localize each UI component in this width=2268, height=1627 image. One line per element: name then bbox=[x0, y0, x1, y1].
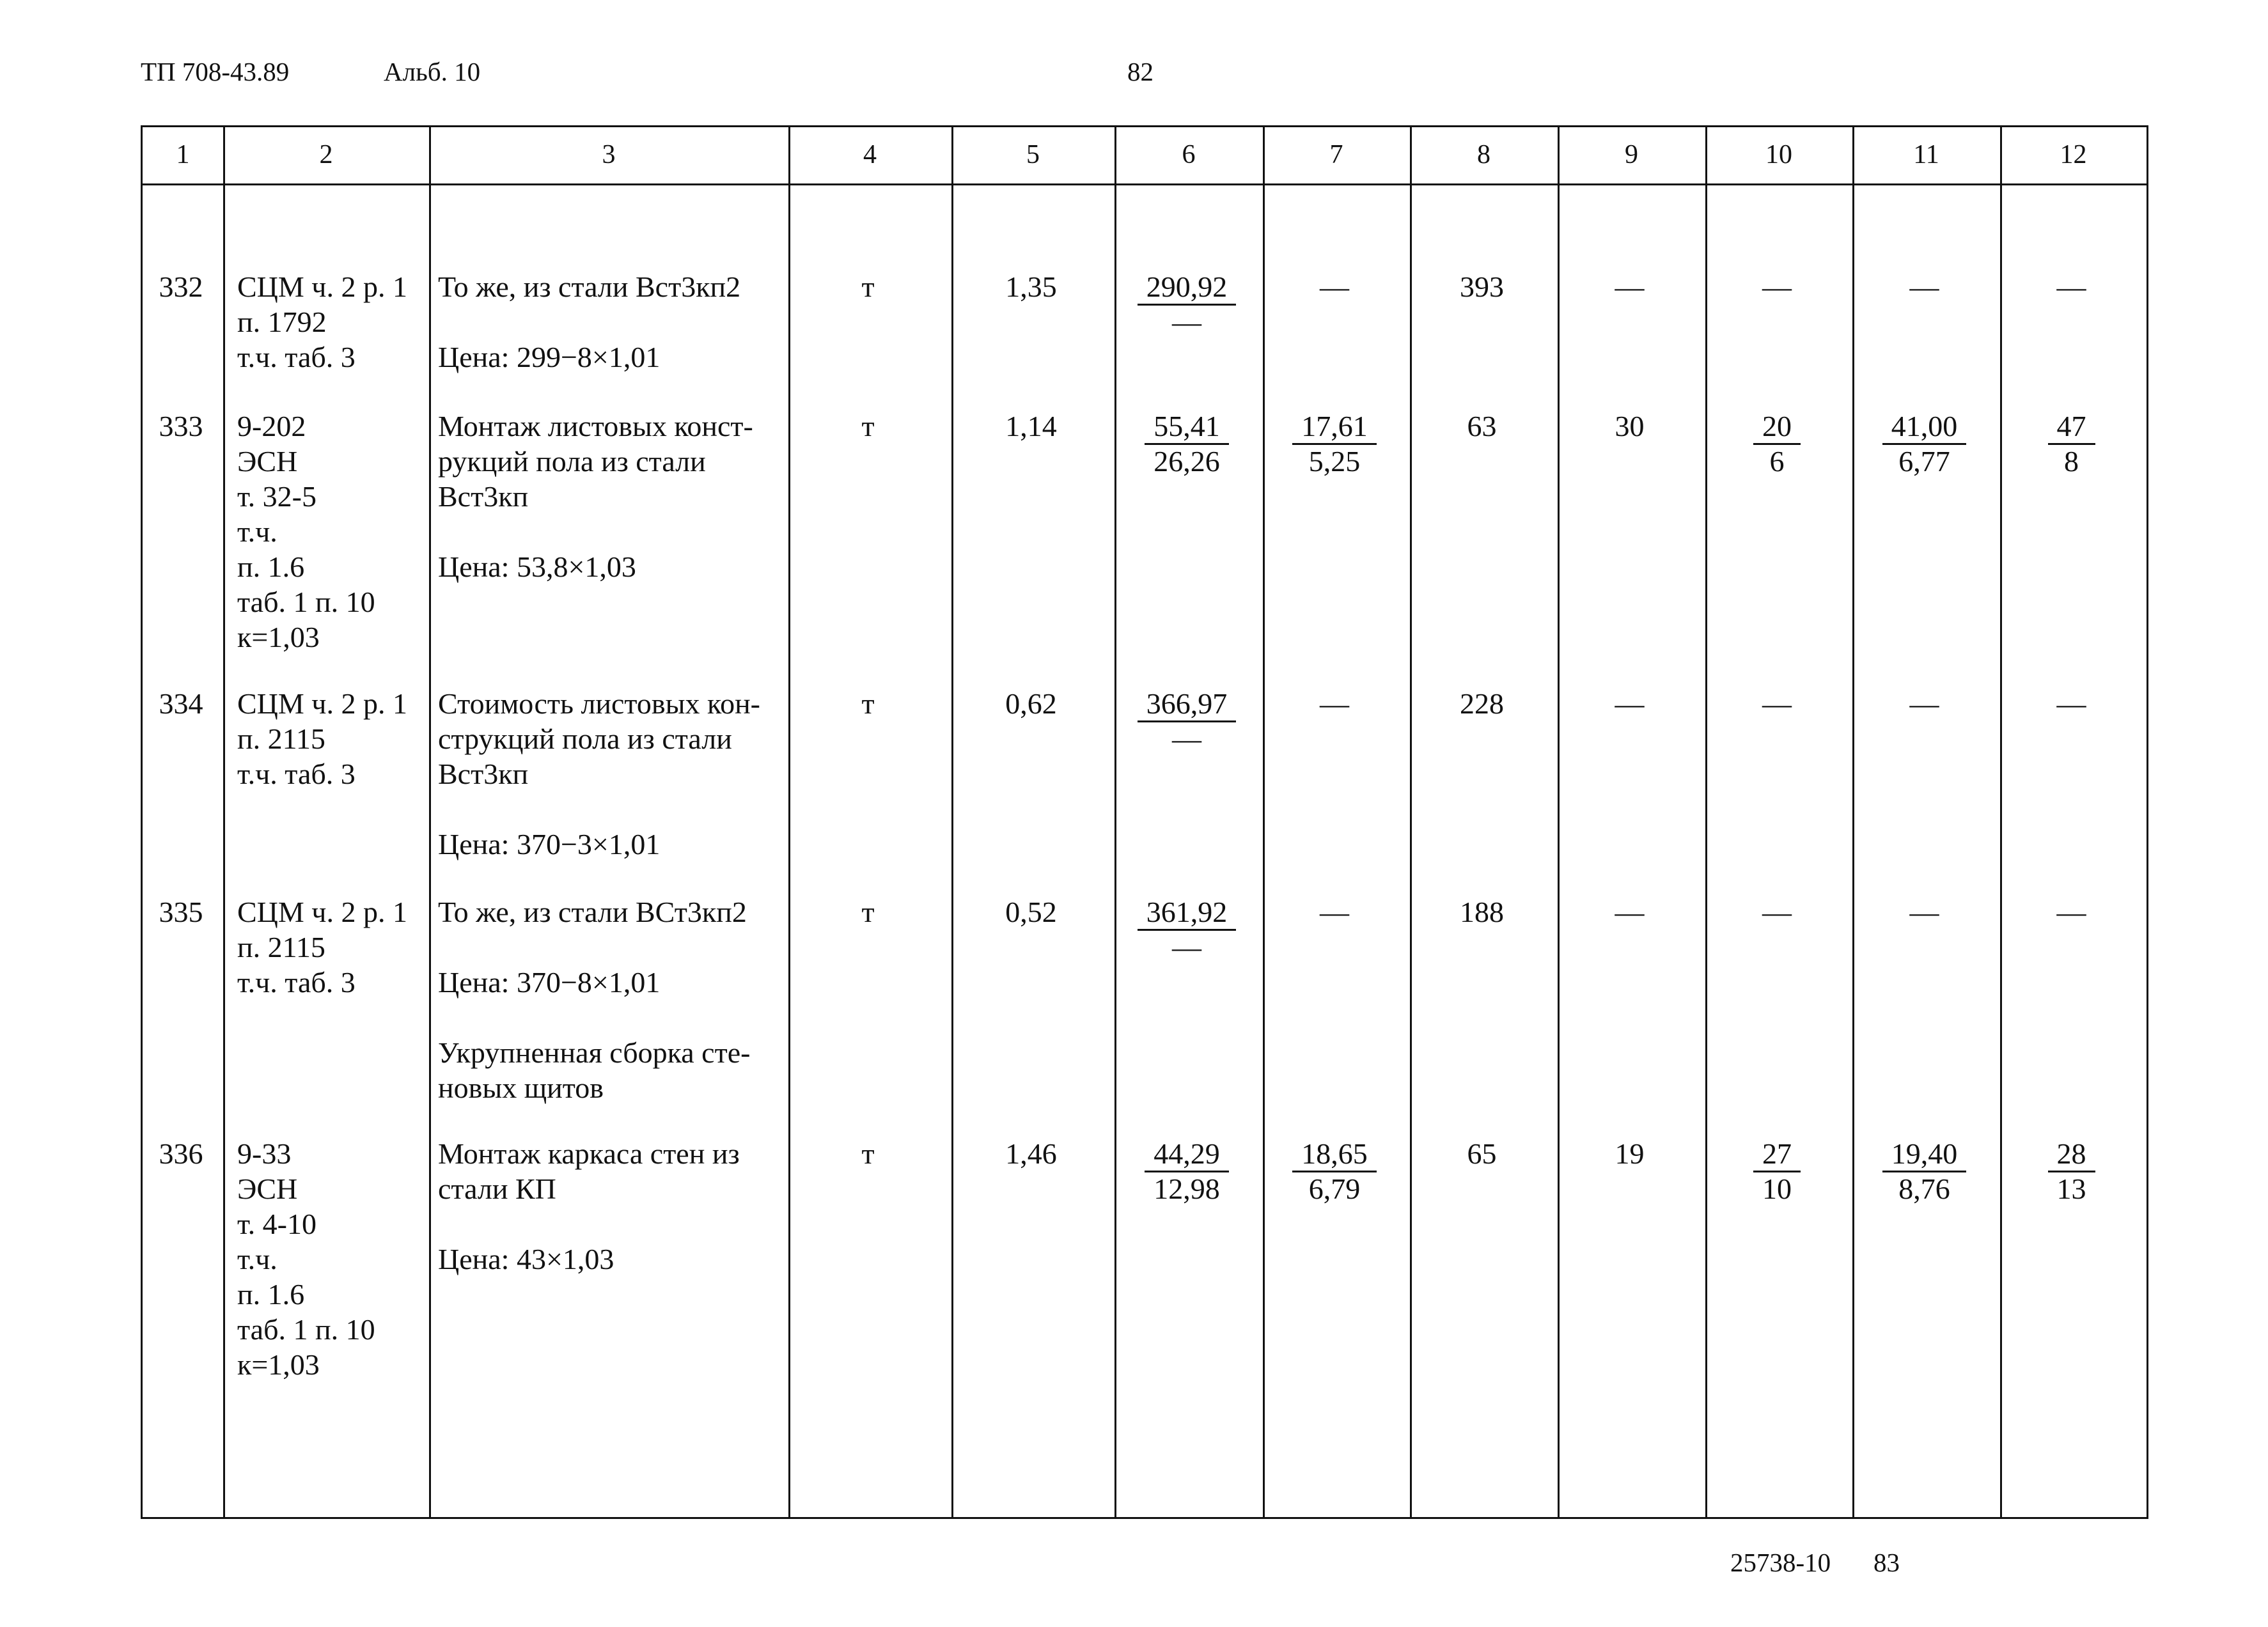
description-line: Вст3кп bbox=[438, 758, 529, 790]
unit-cost bbox=[1114, 1136, 1259, 1206]
fraction bbox=[2048, 410, 2095, 478]
column-header: 9 bbox=[1625, 140, 1638, 169]
reference-line: 9-33 bbox=[237, 1137, 292, 1170]
column-divider bbox=[2000, 127, 2002, 1517]
description-line: То же, из стали ВСт3кп2 bbox=[438, 896, 747, 928]
fraction bbox=[1292, 1137, 1377, 1206]
fraction-denominator: 10 bbox=[1762, 1172, 1792, 1205]
fraction-numerator: 44,29 bbox=[1145, 1137, 1229, 1172]
quantity: 0,52 bbox=[1005, 896, 1057, 928]
column-divider bbox=[429, 127, 431, 1517]
reference-line: п. 2115 bbox=[237, 722, 325, 755]
wage-cost: — bbox=[1320, 896, 1349, 928]
reference-line: т.ч. bbox=[237, 515, 278, 548]
column-header: 2 bbox=[319, 140, 333, 169]
quantity: 1,46 bbox=[1005, 1137, 1057, 1170]
fraction-denominator: 13 bbox=[2056, 1172, 2086, 1205]
fraction-denominator: — bbox=[1172, 931, 1201, 963]
norm-reference bbox=[237, 269, 425, 375]
norm-reference bbox=[237, 686, 425, 791]
description-line: Монтаж каркаса стен из bbox=[438, 1137, 740, 1170]
reference-line: ЭСН bbox=[237, 445, 298, 478]
fraction-numerator: 28 bbox=[2048, 1137, 2095, 1172]
work-description bbox=[438, 894, 785, 1105]
row-number: 334 bbox=[159, 687, 203, 720]
fraction-denominator: 8,76 bbox=[1898, 1172, 1950, 1205]
column-divider bbox=[223, 127, 225, 1517]
column-header: 7 bbox=[1329, 140, 1343, 169]
norm-reference bbox=[237, 1136, 425, 1382]
reference-line: таб. 1 п. 10 bbox=[237, 586, 375, 618]
description-line bbox=[438, 304, 785, 339]
labor-per-unit: — bbox=[1909, 687, 1939, 720]
fraction bbox=[1753, 410, 1801, 478]
unit: т bbox=[861, 687, 875, 720]
row-number: 335 bbox=[159, 896, 203, 928]
work-description bbox=[438, 269, 785, 375]
reference-line: п. 1792 bbox=[237, 306, 327, 338]
unit-cost bbox=[1114, 894, 1259, 964]
labor-total: — bbox=[2056, 270, 2086, 303]
quantity: 1,35 bbox=[1005, 270, 1057, 303]
reference-line: т.ч. таб. 3 bbox=[237, 758, 356, 790]
fraction-denominator: 6 bbox=[1769, 445, 1785, 478]
fraction bbox=[1138, 687, 1237, 756]
column-header: 8 bbox=[1477, 140, 1490, 169]
unit-cost bbox=[1114, 409, 1259, 478]
album-number: Альб. 10 bbox=[384, 57, 481, 86]
estimate-table bbox=[141, 125, 2148, 1519]
machine-cost: — bbox=[1762, 896, 1792, 928]
description-line: Цена: 370−8×1,01 bbox=[438, 966, 661, 999]
fraction-denominator: — bbox=[1172, 306, 1201, 338]
column-header: 10 bbox=[1765, 140, 1792, 169]
labor-total bbox=[2000, 1136, 2143, 1206]
description-line: Цена: 53,8×1,03 bbox=[438, 550, 636, 583]
reference-line: т.ч. таб. 3 bbox=[237, 966, 356, 999]
fraction-numerator: 27 bbox=[1753, 1137, 1801, 1172]
description-line bbox=[438, 1206, 785, 1242]
fraction-denominator: 6,79 bbox=[1308, 1172, 1361, 1205]
labor-per-unit bbox=[1852, 409, 1996, 478]
row-number: 336 bbox=[159, 1137, 203, 1170]
fraction bbox=[1138, 270, 1237, 339]
fraction-denominator: 12,98 bbox=[1154, 1172, 1220, 1205]
description-line: Цена: 43×1,03 bbox=[438, 1243, 614, 1275]
fraction-denominator: 26,26 bbox=[1154, 445, 1220, 478]
reference-line: СЦМ ч. 2 р. 1 bbox=[237, 896, 407, 928]
fraction-numerator: 290,92 bbox=[1138, 270, 1237, 306]
column-divider bbox=[951, 127, 953, 1517]
description-line bbox=[438, 930, 785, 965]
norm-reference bbox=[237, 409, 425, 655]
labor-per-unit bbox=[1852, 1136, 1996, 1206]
norm-reference bbox=[237, 894, 425, 1000]
fraction bbox=[1292, 410, 1377, 478]
fraction-denominator: 5,25 bbox=[1308, 445, 1361, 478]
fraction-numerator: 19,40 bbox=[1882, 1137, 1967, 1172]
fraction bbox=[1882, 1137, 1967, 1206]
reference-line: к=1,03 bbox=[237, 621, 320, 653]
description-line: Цена: 299−8×1,01 bbox=[438, 341, 661, 373]
column-header: 5 bbox=[1026, 140, 1040, 169]
column-header: 3 bbox=[602, 140, 616, 169]
fraction bbox=[1753, 1137, 1801, 1206]
labor-total: — bbox=[2056, 896, 2086, 928]
wage-cost bbox=[1263, 1136, 1406, 1206]
machine-cost: — bbox=[1762, 270, 1792, 303]
reference-line: п. 1.6 bbox=[237, 1278, 305, 1311]
column-header: 1 bbox=[176, 140, 190, 169]
column-header: 4 bbox=[863, 140, 877, 169]
fraction bbox=[1145, 410, 1229, 478]
work-description bbox=[438, 409, 785, 584]
footer-page: 83 bbox=[1873, 1548, 1900, 1577]
fraction-numerator: 47 bbox=[2048, 410, 2095, 445]
description-line: Монтаж листовых конст- bbox=[438, 410, 753, 442]
column-divider bbox=[1705, 127, 1707, 1517]
unit: т bbox=[861, 896, 875, 928]
reference-line: т.ч. bbox=[237, 1243, 278, 1275]
total-wages: — bbox=[1615, 270, 1645, 303]
description-line: Вст3кп bbox=[438, 480, 529, 513]
fraction-denominator: 8 bbox=[2064, 445, 2079, 478]
description-line bbox=[438, 791, 785, 827]
total-cost: 228 bbox=[1460, 687, 1504, 720]
unit: т bbox=[861, 1137, 875, 1170]
row-number: 332 bbox=[159, 270, 203, 303]
unit: т bbox=[861, 410, 875, 442]
wage-cost bbox=[1263, 409, 1406, 478]
fraction-numerator: 17,61 bbox=[1292, 410, 1377, 445]
total-cost: 63 bbox=[1467, 410, 1497, 442]
fraction-numerator: 55,41 bbox=[1145, 410, 1229, 445]
column-divider bbox=[1852, 127, 1854, 1517]
machine-cost bbox=[1705, 1136, 1849, 1206]
fraction-numerator: 366,97 bbox=[1138, 687, 1237, 722]
fraction-denominator: — bbox=[1172, 722, 1201, 755]
description-line: Укрупненная сборка сте- bbox=[438, 1036, 751, 1069]
column-divider bbox=[1410, 127, 1412, 1517]
reference-line: ЭСН bbox=[237, 1172, 298, 1205]
column-header: 11 bbox=[1913, 140, 1939, 169]
wage-cost: — bbox=[1320, 687, 1349, 720]
reference-line: СЦМ ч. 2 р. 1 bbox=[237, 270, 407, 303]
column-header: 6 bbox=[1182, 140, 1196, 169]
description-line: Цена: 370−3×1,01 bbox=[438, 828, 661, 860]
quantity: 1,14 bbox=[1005, 410, 1057, 442]
fraction-numerator: 41,00 bbox=[1882, 410, 1967, 445]
description-line bbox=[438, 514, 785, 549]
description-line: новых щитов bbox=[438, 1071, 604, 1104]
total-wages: 19 bbox=[1615, 1137, 1645, 1170]
machine-cost bbox=[1705, 409, 1849, 478]
reference-line: 9-202 bbox=[237, 410, 306, 442]
reference-line: таб. 1 п. 10 bbox=[237, 1313, 375, 1346]
document-code: ТП 708-43.89 bbox=[141, 57, 290, 86]
total-wages: — bbox=[1615, 687, 1645, 720]
description-line: рукций пола из стали bbox=[438, 445, 706, 478]
fraction bbox=[2048, 1137, 2095, 1206]
description-line: Стоимость листовых кон- bbox=[438, 687, 761, 720]
reference-line: п. 2115 bbox=[237, 931, 325, 963]
total-cost: 393 bbox=[1460, 270, 1504, 303]
fraction-numerator: 18,65 bbox=[1292, 1137, 1377, 1172]
page-number: 82 bbox=[1127, 57, 1154, 86]
description-line: струкций пола из стали bbox=[438, 722, 732, 755]
total-cost: 65 bbox=[1467, 1137, 1497, 1170]
wage-cost: — bbox=[1320, 270, 1349, 303]
fraction bbox=[1138, 896, 1237, 964]
reference-line: к=1,03 bbox=[237, 1348, 320, 1381]
work-description bbox=[438, 686, 785, 862]
unit-cost bbox=[1114, 686, 1259, 756]
description-line: То же, из стали Вст3кп2 bbox=[438, 270, 741, 303]
column-divider bbox=[1263, 127, 1265, 1517]
column-header: 12 bbox=[2060, 140, 2087, 169]
labor-per-unit: — bbox=[1909, 896, 1939, 928]
fraction-denominator: 6,77 bbox=[1898, 445, 1950, 478]
unit-cost bbox=[1114, 269, 1259, 339]
reference-line: СЦМ ч. 2 р. 1 bbox=[237, 687, 407, 720]
column-divider bbox=[1558, 127, 1560, 1517]
reference-line: т. 32-5 bbox=[237, 480, 317, 513]
row-number: 333 bbox=[159, 410, 203, 442]
fraction-numerator: 361,92 bbox=[1138, 896, 1237, 931]
reference-line: т. 4-10 bbox=[237, 1208, 317, 1240]
total-wages: — bbox=[1615, 896, 1645, 928]
fraction-numerator: 20 bbox=[1753, 410, 1801, 445]
fraction bbox=[1145, 1137, 1229, 1206]
description-line: стали КП bbox=[438, 1172, 556, 1205]
quantity: 0,62 bbox=[1005, 687, 1057, 720]
unit: т bbox=[861, 270, 875, 303]
footer-code: 25738-10 bbox=[1730, 1548, 1831, 1577]
total-cost: 188 bbox=[1460, 896, 1504, 928]
reference-line: т.ч. таб. 3 bbox=[237, 341, 356, 373]
reference-line: п. 1.6 bbox=[237, 550, 305, 583]
total-wages: 30 bbox=[1615, 410, 1645, 442]
work-description bbox=[438, 1136, 785, 1277]
fraction bbox=[1882, 410, 1967, 478]
column-divider bbox=[788, 127, 790, 1517]
labor-total: — bbox=[2056, 687, 2086, 720]
description-line bbox=[438, 1000, 785, 1035]
labor-per-unit: — bbox=[1909, 270, 1939, 303]
labor-total bbox=[2000, 409, 2143, 478]
header-divider bbox=[143, 183, 2147, 185]
machine-cost: — bbox=[1762, 687, 1792, 720]
